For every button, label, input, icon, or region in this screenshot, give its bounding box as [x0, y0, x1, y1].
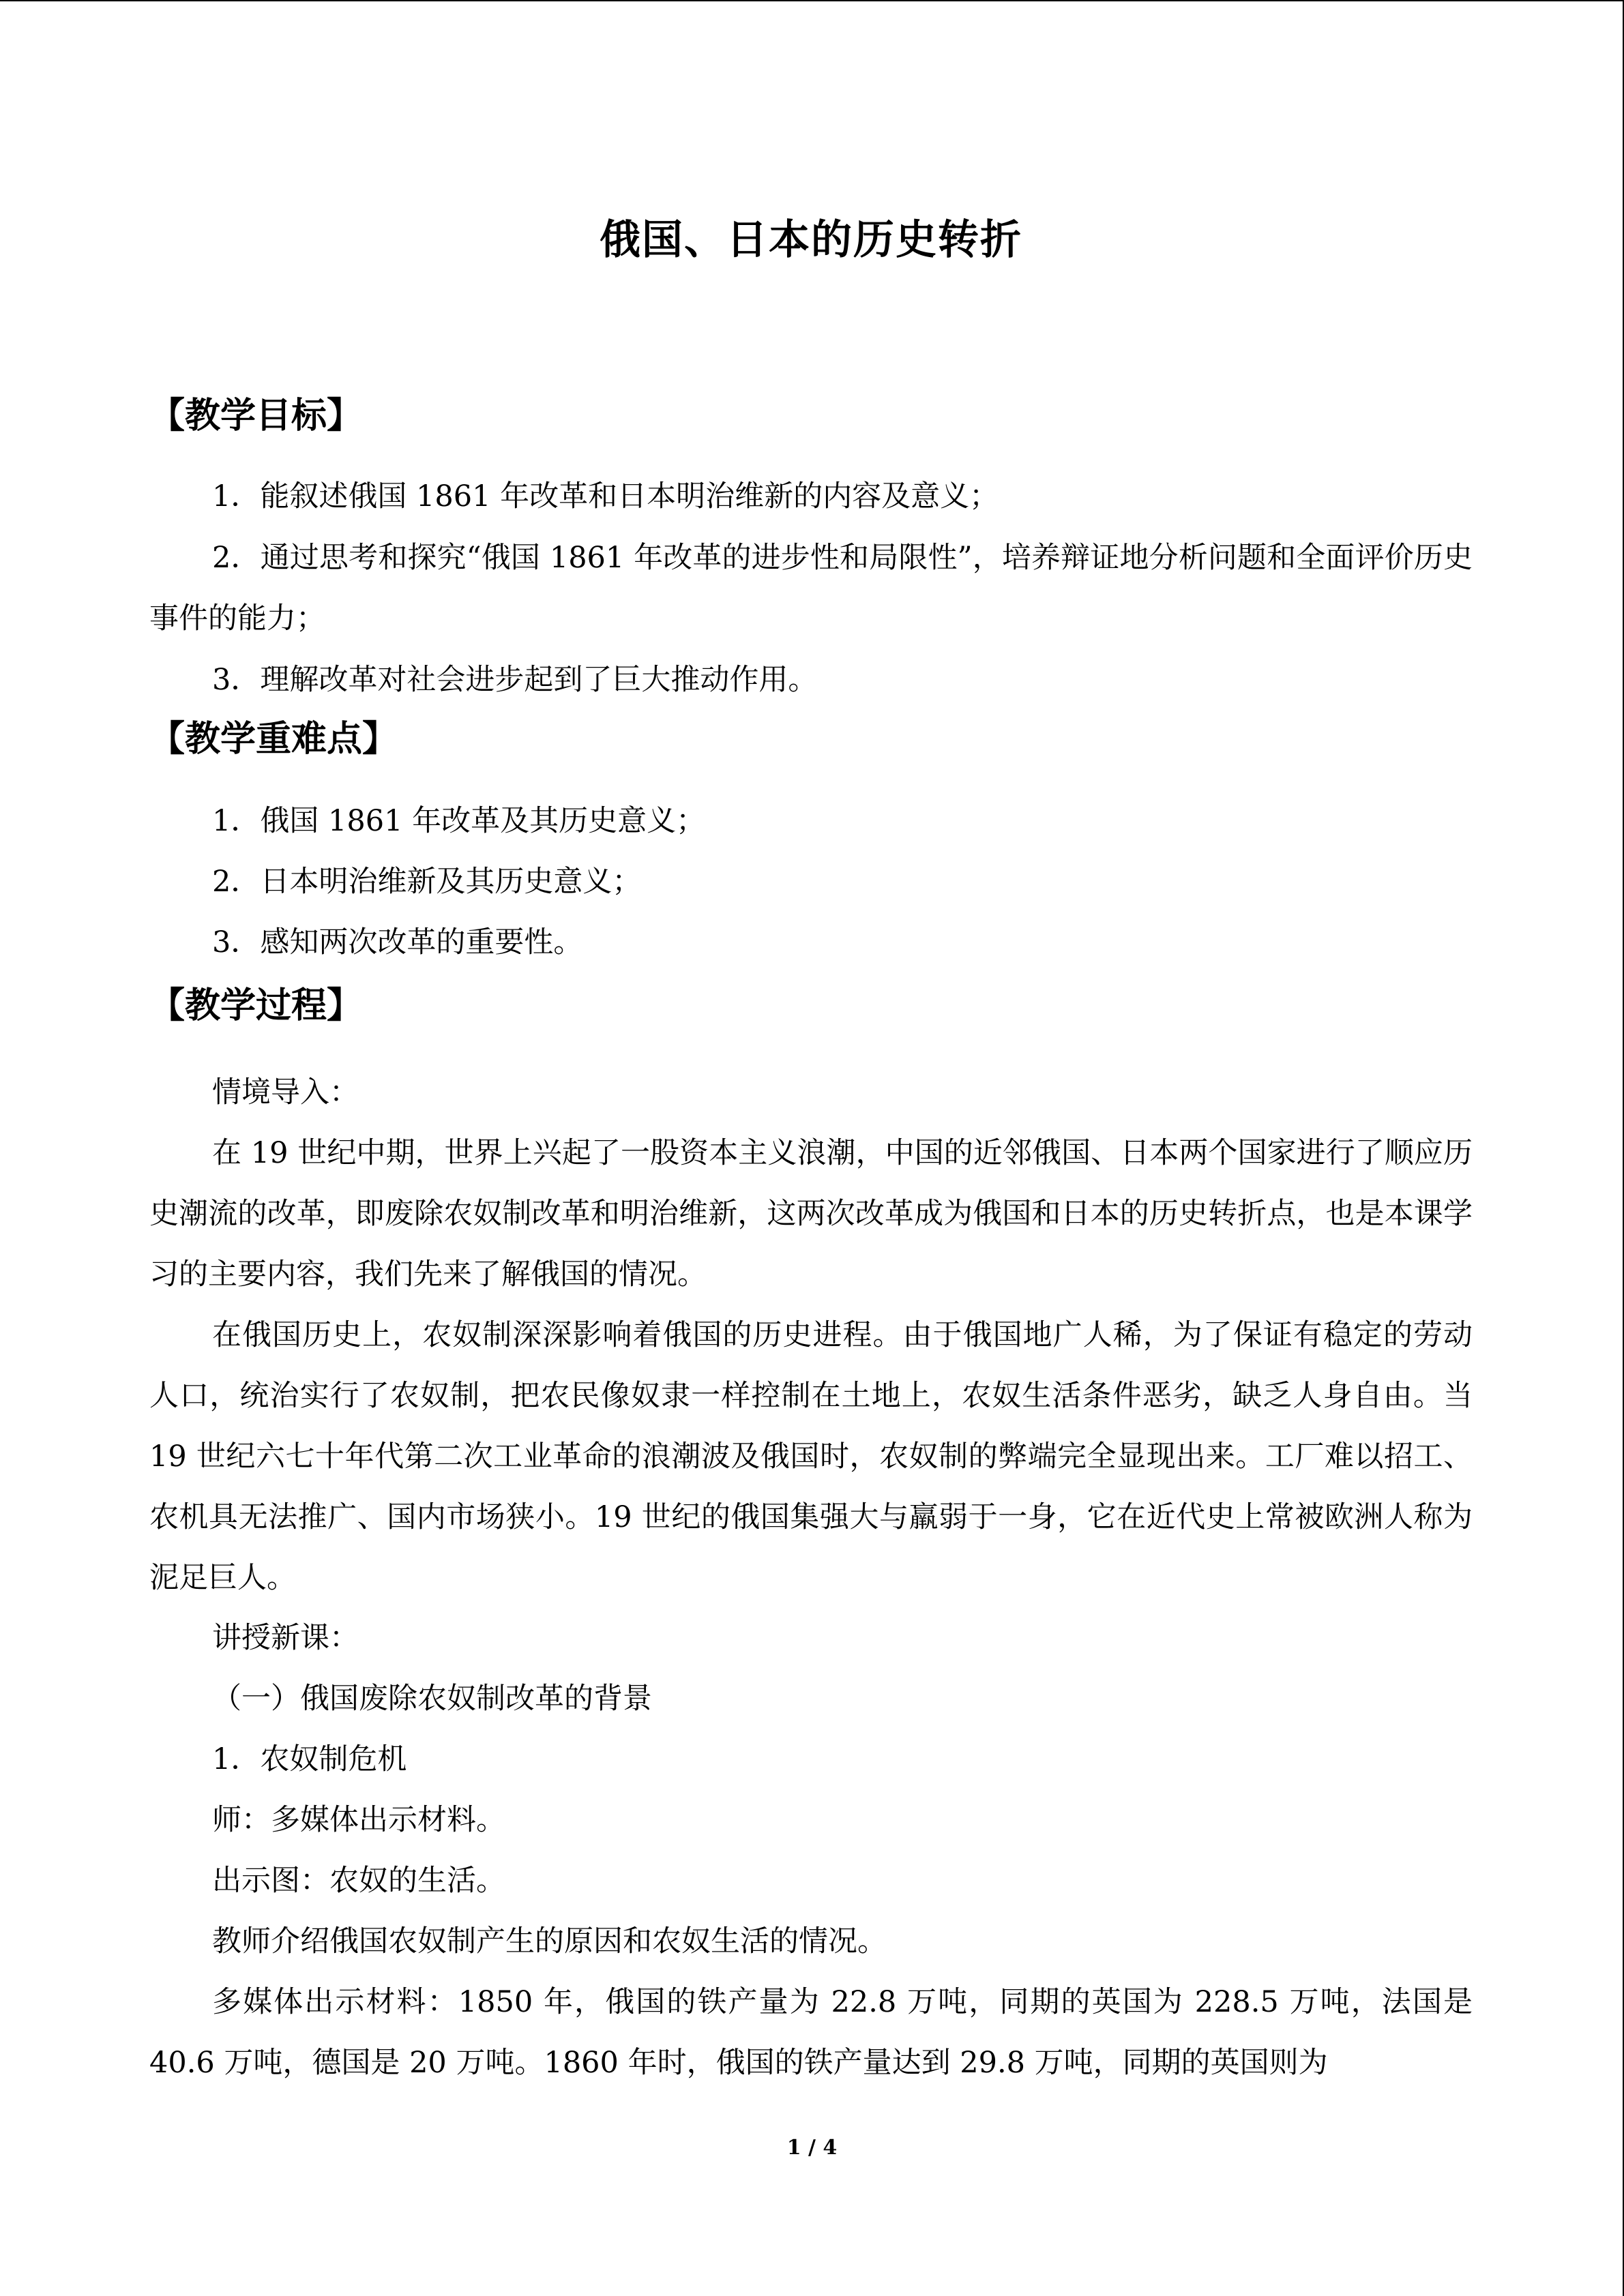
- section-heading-process: 【教学过程】: [149, 985, 363, 1026]
- section-heading-key-points: 【教学重难点】: [149, 719, 398, 760]
- key-point-item-1: 1．俄国 1861 年改革及其历史意义；: [212, 804, 706, 838]
- process-paragraph-serfdom: 在俄国历史上，农奴制深深影响着俄国的历史进程。由于俄国地广人稀，为了保证有稳定的劳动人口，统治实行了农奴制，把农民像奴隶一样控制在土地上，农奴生活条件恶劣，缺乏人身自由。当 19 世纪六七十年代第二次工业革命的浪潮波及俄国时，农奴制的弊端完全显现出来。工厂难以招工、农机具无法推广、国内市场狭小。19 世纪的俄国集强大与羸弱于一身，它在近代史上常被欧洲人称为泥足巨人。: [149, 1318, 1473, 1595]
- process-paragraph-show-image: 出示图：农奴的生活。: [212, 1864, 505, 1898]
- process-paragraph-intro: 在 19 世纪中期，世界上兴起了一股资本主义浪潮，中国的近邻俄国、日本两个国家进行了顺应历史潮流的改革，即废除农奴制改革和明治维新，这两次改革成为俄国和日本的历史转折点，也是本课学习的主要内容，我们先来了解俄国的情况。: [149, 1136, 1473, 1292]
- objective-item-1: 1．能叙述俄国 1861 年改革和日本明治维新的内容及意义；: [212, 479, 999, 513]
- key-point-item-2: 2．日本明治维新及其历史意义；: [212, 865, 642, 899]
- process-paragraph-serfdom-crisis: 1．农奴制危机: [212, 1742, 407, 1776]
- process-paragraph-new-lesson: 讲授新课：: [212, 1621, 359, 1655]
- process-paragraph-teacher-intro: 教师介绍俄国农奴制产生的原因和农奴生活的情况。: [212, 1924, 887, 1958]
- process-paragraph-subheading-background: （一）俄国废除农奴制改革的背景: [212, 1682, 652, 1716]
- section-heading-objectives: 【教学目标】: [149, 396, 363, 436]
- key-point-item-3: 3．感知两次改革的重要性。: [212, 925, 583, 959]
- document-title: 俄国、日本的历史转折: [600, 216, 1022, 264]
- page-number: 1 / 4: [786, 2136, 838, 2160]
- objective-item-3: 3．理解改革对社会进步起到了巨大推动作用。: [212, 663, 818, 697]
- objective-item-2: 2．通过思考和探究“俄国 1861 年改革的进步性和局限性”，培养辩证地分析问题和全面评价历史事件的能力；: [149, 541, 1473, 636]
- process-paragraph-teacher-material: 师：多媒体出示材料。: [212, 1803, 505, 1837]
- process-paragraph-intro-label: 情境导入：: [212, 1075, 359, 1109]
- process-paragraph-iron-output: 多媒体出示材料：1850 年，俄国的铁产量为 22.8 万吨，同期的英国为 228.5 万吨，法国是 40.6 万吨，德国是 20 万吨。1860 年时，俄国的铁产量达到 29.8 万吨，同期的英国则为: [149, 1985, 1473, 2080]
